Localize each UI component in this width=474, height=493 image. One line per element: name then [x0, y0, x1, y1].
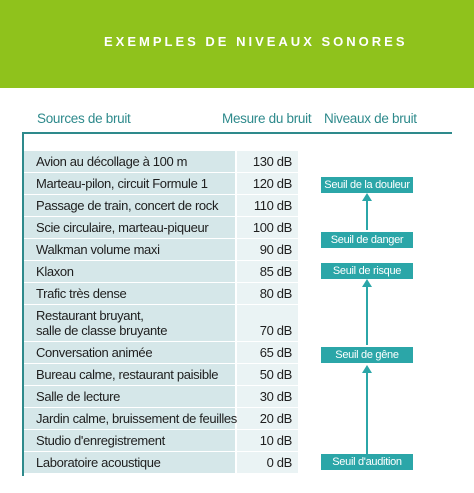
source-cell — [24, 305, 235, 341]
noise-table — [24, 151, 298, 474]
source-text: Passage de train, concert de rock — [36, 198, 219, 213]
value-cell — [237, 151, 298, 172]
value-text: 10 dB — [259, 433, 292, 448]
source-cell — [24, 386, 235, 407]
source-cell — [24, 452, 235, 473]
source-text: Jardin calme, bruissement de feuilles — [36, 411, 237, 426]
source-text: Avion au décollage à 100 m — [36, 154, 188, 169]
value-cell — [237, 173, 298, 194]
table-row — [24, 305, 298, 342]
value-text: 80 dB — [259, 286, 292, 301]
source-text: Salle de lecture — [36, 389, 121, 404]
table-row — [24, 386, 298, 408]
value-text: 70 dB — [259, 323, 292, 338]
source-text: Klaxon — [36, 264, 74, 279]
table-row — [24, 261, 298, 283]
source-text: Laboratoire acoustique — [36, 455, 161, 470]
value-cell — [237, 261, 298, 282]
value-text: 20 dB — [259, 411, 292, 426]
value-cell — [237, 342, 298, 363]
arrow-up-icon — [362, 365, 372, 373]
value-text: 50 dB — [259, 367, 292, 382]
header-sources: Sources de bruit — [37, 111, 131, 126]
table-row — [24, 452, 298, 474]
table-row — [24, 342, 298, 364]
arrow-audition-to-gene — [366, 372, 368, 455]
threshold-gene: Seuil de gêne — [321, 347, 413, 363]
threshold-audition: Seuil d'audition — [321, 454, 413, 470]
source-text: Scie circulaire, marteau-piqueur — [36, 220, 209, 235]
value-text: 65 dB — [259, 345, 292, 360]
arrow-up-icon — [362, 279, 372, 287]
value-cell — [237, 305, 298, 341]
arrow-gene-to-risque — [366, 286, 368, 345]
table-row — [24, 173, 298, 195]
arrow-danger-to-douleur — [366, 200, 368, 230]
source-text: Walkman volume maxi — [36, 242, 160, 257]
value-cell — [237, 452, 298, 473]
threshold-danger: Seuil de danger — [321, 232, 413, 248]
table-row — [24, 239, 298, 261]
table-row — [24, 195, 298, 217]
source-cell — [24, 430, 235, 451]
table-row — [24, 408, 298, 430]
source-cell — [24, 173, 235, 194]
source-text-line-2: salle de classe bruyante — [36, 323, 168, 338]
value-cell — [237, 195, 298, 216]
value-cell — [237, 386, 298, 407]
threshold-douleur: Seuil de la douleur — [321, 177, 413, 193]
value-cell — [237, 408, 298, 429]
table-row — [24, 217, 298, 239]
source-text: Studio d'enregistrement — [36, 433, 165, 448]
source-cell — [24, 364, 235, 385]
source-cell — [24, 408, 235, 429]
value-text: 30 dB — [259, 389, 292, 404]
source-cell — [24, 261, 235, 282]
value-cell — [237, 217, 298, 238]
value-cell — [237, 239, 298, 260]
value-cell — [237, 430, 298, 451]
source-cell — [24, 239, 235, 260]
source-text: Marteau-pilon, circuit Formule 1 — [36, 176, 208, 191]
value-cell — [237, 364, 298, 385]
value-text: 120 dB — [252, 176, 292, 191]
value-text: 90 dB — [259, 242, 292, 257]
value-text: 0 dB — [266, 455, 292, 470]
header-rule — [22, 132, 452, 134]
value-cell — [237, 283, 298, 304]
arrow-up-icon — [362, 193, 372, 201]
source-cell — [24, 151, 235, 172]
page-title: EXEMPLES DE NIVEAUX SONORES — [104, 34, 408, 49]
source-cell — [24, 342, 235, 363]
source-text: Trafic très dense — [36, 286, 127, 301]
header-mesure: Mesure du bruit — [222, 111, 312, 126]
header-niveaux: Niveaux de bruit — [324, 111, 417, 126]
table-row — [24, 283, 298, 305]
value-text: 100 dB — [252, 220, 292, 235]
table-row — [24, 430, 298, 452]
table-row — [24, 151, 298, 173]
source-cell — [24, 283, 235, 304]
source-cell — [24, 217, 235, 238]
value-text: 85 dB — [259, 264, 292, 279]
source-text: Restaurant bruyant, — [36, 308, 144, 323]
source-cell — [24, 195, 235, 216]
title-banner — [0, 0, 474, 88]
value-text: 130 dB — [252, 154, 292, 169]
table-row — [24, 364, 298, 386]
value-text: 110 dB — [253, 198, 292, 213]
threshold-risque: Seuil de risque — [321, 263, 413, 279]
source-text: Bureau calme, restaurant paisible — [36, 367, 219, 382]
source-text: Conversation animée — [36, 345, 153, 360]
